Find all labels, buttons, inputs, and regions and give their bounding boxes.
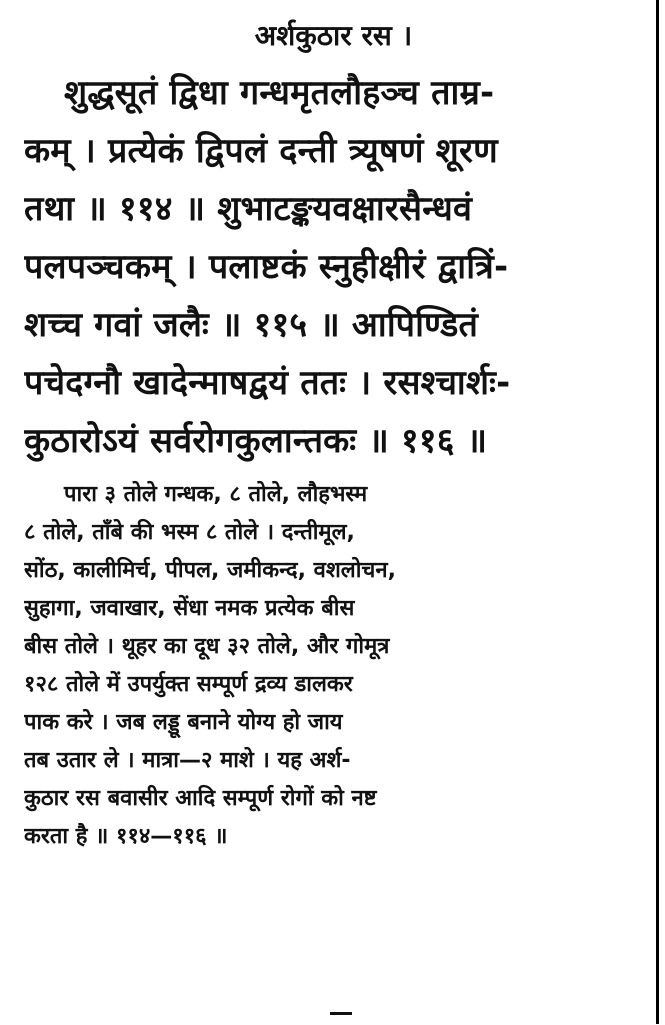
- recipe-title: अर्शकुठार रस ।: [254, 19, 413, 52]
- verse-line: शच्च गवां जलैः ॥ ११५ ॥ आपिण्डितं: [24, 305, 479, 345]
- commentary-line: करता है ॥ ११४—११६ ॥: [24, 824, 228, 849]
- verse-line: शुद्धसूतं द्विधा गन्धमृतलौहञ्च ताम्र-: [64, 73, 495, 113]
- sanskrit-verse: [24, 64, 643, 470]
- verse-line: पलपञ्चकम् । पलाष्टकं स्नुहीक्षीरं द्वात्रिं-: [24, 247, 509, 287]
- commentary-line: कुठार रस बवासीर आदि सम्पूर्ण रोगों को नष्ट: [24, 786, 377, 811]
- commentary-line: सोंठ, कालीमिर्च, पीपल, जमीकन्द, वशलोचन,: [24, 558, 396, 583]
- verse-line: पचेदग्नौ खादेन्माषद्वयं ततः । रसश्चार्शः-: [24, 363, 511, 403]
- verse-line: तथा ॥ ११४ ॥ शुभाटङ्कयवक्षारसैन्धवं: [24, 189, 473, 229]
- hindi-commentary: [24, 476, 643, 856]
- next-text-fragment: [330, 1012, 352, 1025]
- commentary-line: तब उतार ले । मात्रा—२ माशे । यह अर्श-: [24, 748, 351, 773]
- commentary-line: १२८ तोले में उपर्युक्त सम्पूर्ण द्रव्य डालकर: [24, 672, 353, 697]
- page-edge-rule: [656, 0, 659, 1024]
- verse-line: कम् । प्रत्येकं द्विपलं दन्ती त्र्यूषणं शूरण: [24, 131, 498, 171]
- commentary-line: पारा ३ तोले गन्धक, ८ तोले, लौहभस्म: [64, 482, 368, 507]
- commentary-line: बीस तोले । थूहर का दूध ३२ तोले, और गोमूत्र: [24, 634, 390, 659]
- commentary-line: ८ तोले, ताँबे की भस्म ८ तोले । दन्तीमूल,: [24, 520, 355, 545]
- verse-line: कुठारोऽयं सर्वरोगकुलान्तकः ॥ ११६ ॥: [24, 421, 488, 461]
- commentary-line: सुहागा, जवाखार, सेंधा नमक प्रत्येक बीस: [24, 596, 355, 621]
- commentary-line: पाक करे । जब लड्डू बनाने योग्य हो जाय: [24, 710, 343, 735]
